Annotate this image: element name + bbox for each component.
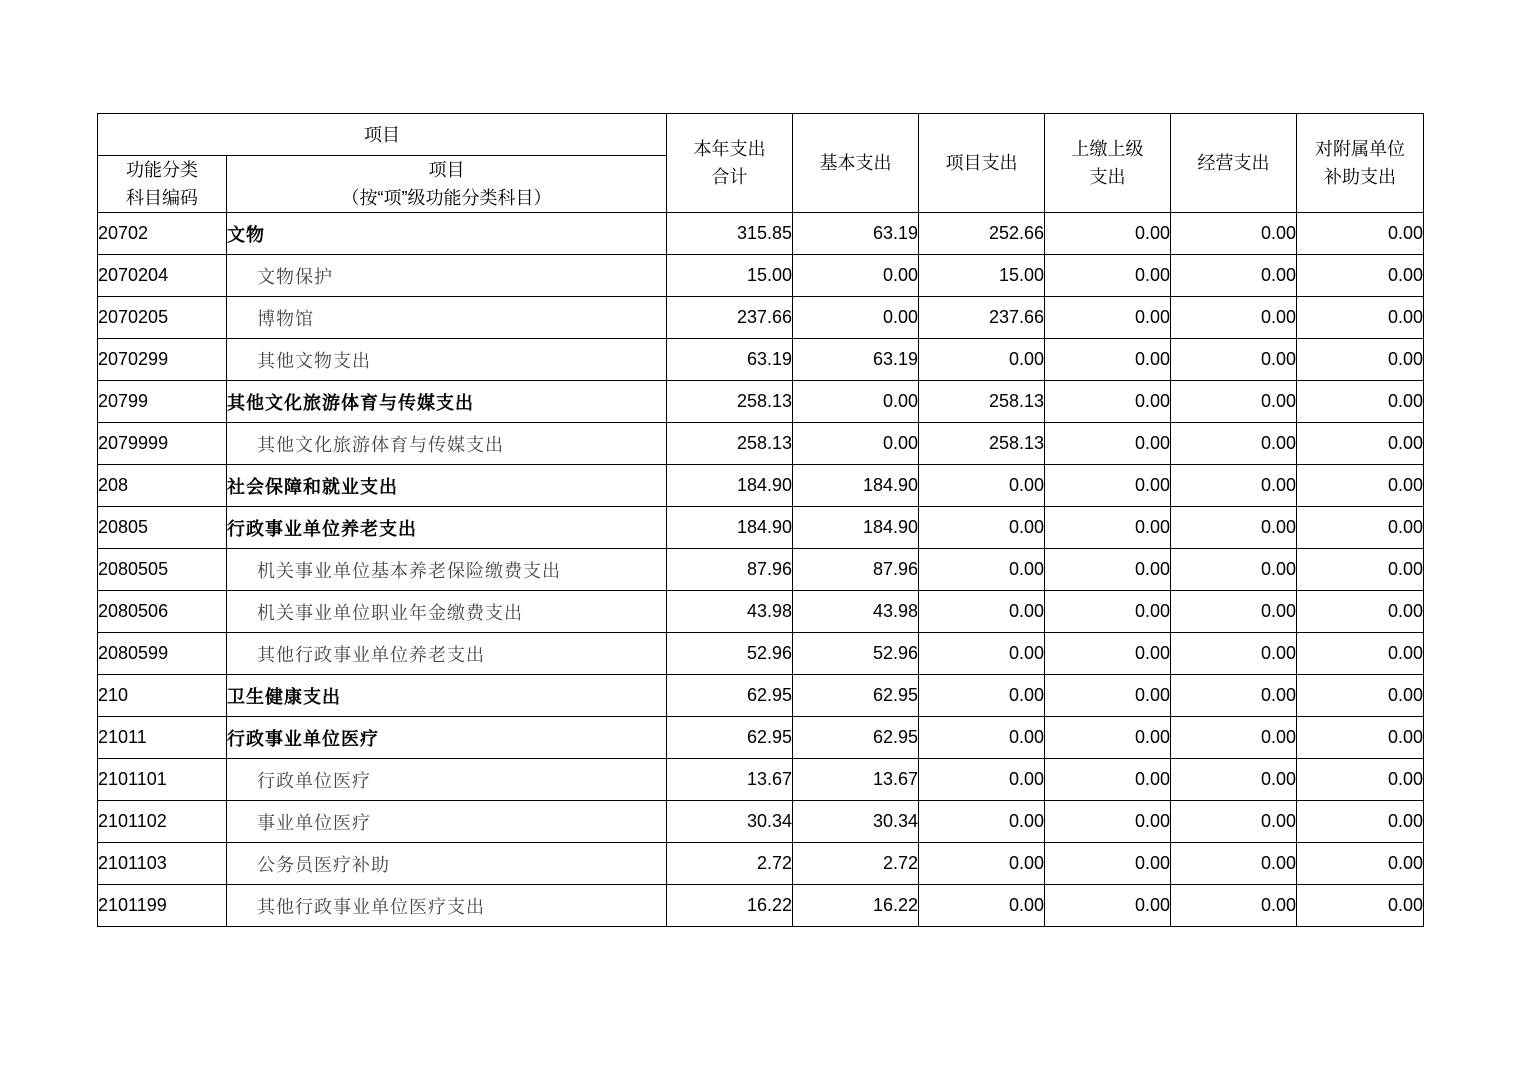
project-amount-cell: 252.66 — [919, 213, 1045, 255]
basic-amount-cell: 63.19 — [793, 339, 919, 381]
upper-amount-cell: 0.00 — [1045, 801, 1171, 843]
table-row — [98, 633, 1424, 675]
subject-name-cell: 行政事业单位养老支出 — [227, 507, 667, 549]
subsidy-amount-cell: 0.00 — [1297, 423, 1424, 465]
header-name-line1: 项目 — [428, 160, 465, 180]
total-amount-cell: 62.95 — [667, 717, 793, 759]
table-row — [98, 717, 1424, 759]
subject-code-cell: 2080505 — [98, 549, 227, 591]
business-amount-cell: 0.00 — [1171, 297, 1297, 339]
subsidy-amount-cell: 0.00 — [1297, 213, 1424, 255]
project-amount-cell: 0.00 — [919, 549, 1045, 591]
header-code — [98, 156, 227, 213]
subsidy-amount-cell: 0.00 — [1297, 759, 1424, 801]
header-subsidy-line1: 对附属单位 — [1315, 139, 1405, 159]
upper-amount-cell: 0.00 — [1045, 759, 1171, 801]
basic-amount-cell: 30.34 — [793, 801, 919, 843]
business-amount-cell: 0.00 — [1171, 633, 1297, 675]
header-row-top — [98, 114, 1424, 156]
subsidy-amount-cell: 0.00 — [1297, 591, 1424, 633]
subsidy-amount-cell: 0.00 — [1297, 507, 1424, 549]
subject-name-cell: 卫生健康支出 — [227, 675, 667, 717]
subsidy-amount-cell: 0.00 — [1297, 339, 1424, 381]
subject-code-cell: 210 — [98, 675, 227, 717]
subject-code-cell: 2101101 — [98, 759, 227, 801]
table-header — [98, 114, 1424, 213]
business-amount-cell: 0.00 — [1171, 717, 1297, 759]
subject-code-cell: 20805 — [98, 507, 227, 549]
business-amount-cell: 0.00 — [1171, 549, 1297, 591]
table-row — [98, 759, 1424, 801]
subject-name-cell: 公务员医疗补助 — [227, 843, 667, 885]
business-amount-cell: 0.00 — [1171, 381, 1297, 423]
total-amount-cell: 315.85 — [667, 213, 793, 255]
total-amount-cell: 2.72 — [667, 843, 793, 885]
upper-amount-cell: 0.00 — [1045, 297, 1171, 339]
business-amount-cell: 0.00 — [1171, 213, 1297, 255]
subsidy-amount-cell: 0.00 — [1297, 255, 1424, 297]
project-amount-cell: 0.00 — [919, 633, 1045, 675]
project-amount-cell: 0.00 — [919, 675, 1045, 717]
total-amount-cell: 258.13 — [667, 423, 793, 465]
project-amount-cell: 237.66 — [919, 297, 1045, 339]
upper-amount-cell: 0.00 — [1045, 885, 1171, 927]
total-amount-cell: 237.66 — [667, 297, 793, 339]
total-amount-cell: 62.95 — [667, 675, 793, 717]
upper-amount-cell: 0.00 — [1045, 591, 1171, 633]
table-row — [98, 255, 1424, 297]
table-row — [98, 465, 1424, 507]
table-row — [98, 675, 1424, 717]
project-amount-cell: 0.00 — [919, 465, 1045, 507]
table-row — [98, 339, 1424, 381]
basic-amount-cell: 16.22 — [793, 885, 919, 927]
table-row — [98, 885, 1424, 927]
project-amount-cell: 15.00 — [919, 255, 1045, 297]
subject-name-cell: 行政事业单位医疗 — [227, 717, 667, 759]
header-name-line2: （按“项”级功能分类科目） — [341, 188, 552, 208]
subsidy-amount-cell: 0.00 — [1297, 675, 1424, 717]
upper-amount-cell: 0.00 — [1045, 255, 1171, 297]
upper-amount-cell: 0.00 — [1045, 381, 1171, 423]
business-amount-cell: 0.00 — [1171, 465, 1297, 507]
subject-code-cell: 208 — [98, 465, 227, 507]
upper-amount-cell: 0.00 — [1045, 717, 1171, 759]
subsidy-amount-cell: 0.00 — [1297, 717, 1424, 759]
project-amount-cell: 0.00 — [919, 843, 1045, 885]
subsidy-amount-cell: 0.00 — [1297, 297, 1424, 339]
subject-name-cell: 行政单位医疗 — [227, 759, 667, 801]
business-amount-cell: 0.00 — [1171, 507, 1297, 549]
subsidy-amount-cell: 0.00 — [1297, 465, 1424, 507]
upper-amount-cell: 0.00 — [1045, 633, 1171, 675]
subject-name-cell: 其他文物支出 — [227, 339, 667, 381]
subject-code-cell: 2080506 — [98, 591, 227, 633]
subject-name-cell: 机关事业单位职业年金缴费支出 — [227, 591, 667, 633]
basic-amount-cell: 2.72 — [793, 843, 919, 885]
project-amount-cell: 0.00 — [919, 885, 1045, 927]
subject-code-cell: 21011 — [98, 717, 227, 759]
basic-amount-cell: 0.00 — [793, 423, 919, 465]
business-amount-cell: 0.00 — [1171, 423, 1297, 465]
basic-amount-cell: 62.95 — [793, 675, 919, 717]
basic-amount-cell: 0.00 — [793, 255, 919, 297]
header-project: 项目支出 — [919, 114, 1045, 213]
subject-name-cell: 文物 — [227, 213, 667, 255]
total-amount-cell: 15.00 — [667, 255, 793, 297]
subject-name-cell: 其他文化旅游体育与传媒支出 — [227, 381, 667, 423]
subject-name-cell: 社会保障和就业支出 — [227, 465, 667, 507]
subject-code-cell: 2070204 — [98, 255, 227, 297]
project-amount-cell: 0.00 — [919, 339, 1045, 381]
project-amount-cell: 0.00 — [919, 507, 1045, 549]
business-amount-cell: 0.00 — [1171, 255, 1297, 297]
business-amount-cell: 0.00 — [1171, 339, 1297, 381]
upper-amount-cell: 0.00 — [1045, 213, 1171, 255]
basic-amount-cell: 0.00 — [793, 297, 919, 339]
basic-amount-cell: 62.95 — [793, 717, 919, 759]
subject-name-cell: 博物馆 — [227, 297, 667, 339]
header-basic: 基本支出 — [793, 114, 919, 213]
table-row — [98, 423, 1424, 465]
business-amount-cell: 0.00 — [1171, 759, 1297, 801]
upper-amount-cell: 0.00 — [1045, 465, 1171, 507]
expenditure-table — [97, 113, 1424, 927]
basic-amount-cell: 13.67 — [793, 759, 919, 801]
business-amount-cell: 0.00 — [1171, 885, 1297, 927]
total-amount-cell: 184.90 — [667, 507, 793, 549]
upper-amount-cell: 0.00 — [1045, 549, 1171, 591]
project-amount-cell: 258.13 — [919, 423, 1045, 465]
subject-code-cell: 20702 — [98, 213, 227, 255]
header-business: 经营支出 — [1171, 114, 1297, 213]
subsidy-amount-cell: 0.00 — [1297, 549, 1424, 591]
project-amount-cell: 0.00 — [919, 801, 1045, 843]
table-row — [98, 381, 1424, 423]
subject-code-cell: 2070299 — [98, 339, 227, 381]
project-amount-cell: 0.00 — [919, 759, 1045, 801]
project-amount-cell: 0.00 — [919, 717, 1045, 759]
header-upper-line2: 支出 — [1089, 167, 1126, 187]
header-total — [667, 114, 793, 213]
business-amount-cell: 0.00 — [1171, 675, 1297, 717]
subsidy-amount-cell: 0.00 — [1297, 801, 1424, 843]
table-row — [98, 507, 1424, 549]
table-row — [98, 843, 1424, 885]
subject-name-cell: 其他行政事业单位医疗支出 — [227, 885, 667, 927]
total-amount-cell: 52.96 — [667, 633, 793, 675]
subsidy-amount-cell: 0.00 — [1297, 885, 1424, 927]
subsidy-amount-cell: 0.00 — [1297, 381, 1424, 423]
basic-amount-cell: 52.96 — [793, 633, 919, 675]
subject-code-cell: 20799 — [98, 381, 227, 423]
subject-name-cell: 其他行政事业单位养老支出 — [227, 633, 667, 675]
table-row — [98, 549, 1424, 591]
subject-name-cell: 文物保护 — [227, 255, 667, 297]
project-amount-cell: 258.13 — [919, 381, 1045, 423]
subject-code-cell: 2101102 — [98, 801, 227, 843]
upper-amount-cell: 0.00 — [1045, 507, 1171, 549]
header-subsidy — [1297, 114, 1424, 213]
basic-amount-cell: 184.90 — [793, 465, 919, 507]
subject-code-cell: 2101103 — [98, 843, 227, 885]
table-body — [98, 213, 1424, 927]
table-row — [98, 801, 1424, 843]
total-amount-cell: 30.34 — [667, 801, 793, 843]
header-upper-line1: 上缴上级 — [1071, 139, 1144, 159]
business-amount-cell: 0.00 — [1171, 843, 1297, 885]
header-total-line1: 本年支出 — [693, 139, 766, 159]
total-amount-cell: 16.22 — [667, 885, 793, 927]
header-code-line1: 功能分类 — [126, 160, 198, 180]
header-name — [227, 156, 667, 213]
upper-amount-cell: 0.00 — [1045, 339, 1171, 381]
table-row — [98, 297, 1424, 339]
subject-name-cell: 其他文化旅游体育与传媒支出 — [227, 423, 667, 465]
subsidy-amount-cell: 0.00 — [1297, 843, 1424, 885]
total-amount-cell: 258.13 — [667, 381, 793, 423]
table-row — [98, 591, 1424, 633]
basic-amount-cell: 63.19 — [793, 213, 919, 255]
subject-code-cell: 2079999 — [98, 423, 227, 465]
total-amount-cell: 87.96 — [667, 549, 793, 591]
header-subsidy-line2: 补助支出 — [1324, 167, 1396, 187]
subject-code-cell: 2070205 — [98, 297, 227, 339]
subject-code-cell: 2080599 — [98, 633, 227, 675]
total-amount-cell: 184.90 — [667, 465, 793, 507]
business-amount-cell: 0.00 — [1171, 801, 1297, 843]
subsidy-amount-cell: 0.00 — [1297, 633, 1424, 675]
subject-name-cell: 机关事业单位基本养老保险缴费支出 — [227, 549, 667, 591]
total-amount-cell: 63.19 — [667, 339, 793, 381]
basic-amount-cell: 0.00 — [793, 381, 919, 423]
basic-amount-cell: 87.96 — [793, 549, 919, 591]
upper-amount-cell: 0.00 — [1045, 423, 1171, 465]
header-upper — [1045, 114, 1171, 213]
header-total-line2: 合计 — [711, 167, 748, 187]
project-amount-cell: 0.00 — [919, 591, 1045, 633]
basic-amount-cell: 184.90 — [793, 507, 919, 549]
subject-code-cell: 2101199 — [98, 885, 227, 927]
upper-amount-cell: 0.00 — [1045, 843, 1171, 885]
table-row — [98, 213, 1424, 255]
business-amount-cell: 0.00 — [1171, 591, 1297, 633]
header-code-line2: 科目编码 — [126, 188, 198, 208]
subject-name-cell: 事业单位医疗 — [227, 801, 667, 843]
upper-amount-cell: 0.00 — [1045, 675, 1171, 717]
total-amount-cell: 13.67 — [667, 759, 793, 801]
basic-amount-cell: 43.98 — [793, 591, 919, 633]
header-project-group: 项目 — [98, 114, 667, 156]
total-amount-cell: 43.98 — [667, 591, 793, 633]
